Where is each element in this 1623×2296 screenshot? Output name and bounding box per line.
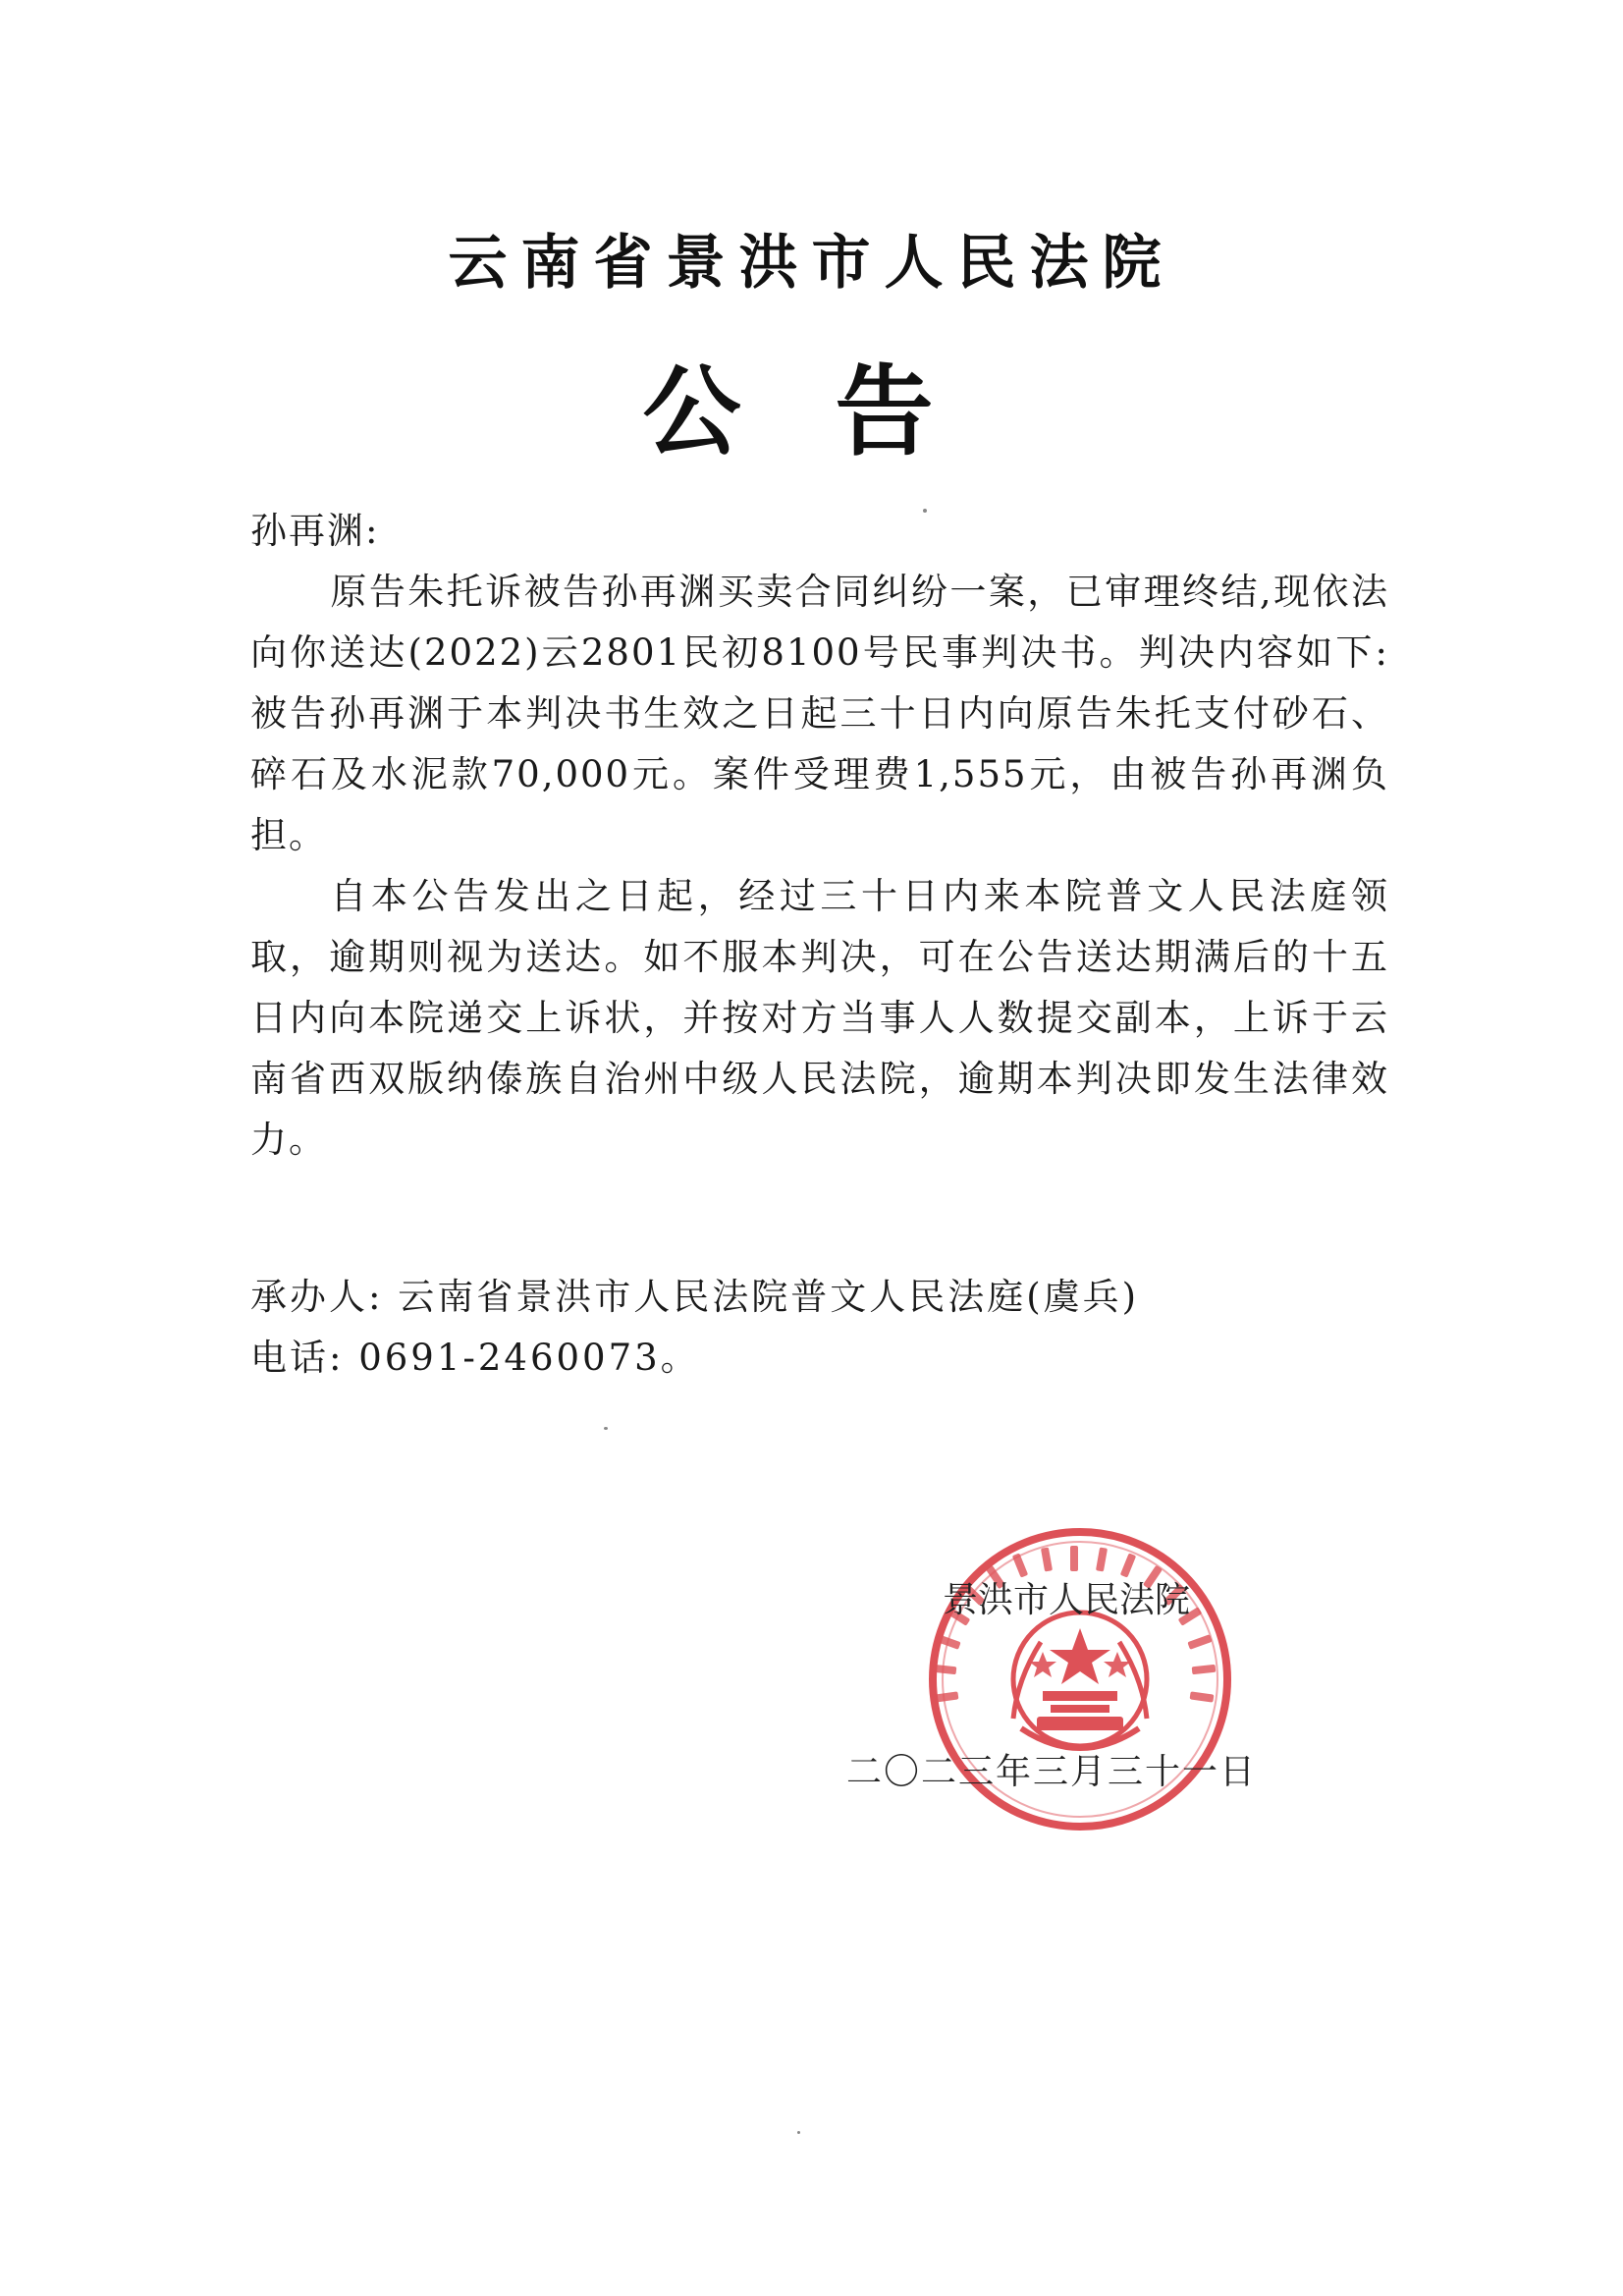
- scan-speck: [797, 2131, 800, 2134]
- appeal-paragraph: 自本公告发出之日起，经过三十日内来本院普文人民法庭领取，逾期则视为送达。如不服本判决，可在公告送达期满后的十五日内向本院递交上诉状，并按对方当事人人数提交副本，上诉于云南省西双版纳傣族自治州中级人民法院，逾期本判决即发生法律效力。: [250, 875, 1389, 1161]
- addressee: 孙再渊:: [250, 510, 380, 552]
- notice-body: [250, 501, 1389, 1171]
- phone-line: 电话: 0691-2460073。: [250, 1337, 700, 1379]
- scan-speck: [923, 509, 927, 513]
- court-name-heading: 云南省景洪市人民法院: [448, 229, 1175, 298]
- issue-date: 二〇二三年三月三十一日: [846, 1752, 1258, 1792]
- contact-block: [250, 1267, 1429, 1389]
- handler-line: 承办人: 云南省景洪市人民法院普文人民法庭(虞兵): [250, 1276, 1140, 1318]
- document-title: 公告: [642, 355, 1028, 469]
- judgment-paragraph: 原告朱托诉被告孙再渊买卖合同纠纷一案，已审理终结,现依法向你送达(2022)云2801民初8100号民事判决书。判决内容如下:被告孙再渊于本判决书生效之日起三十日内向原告朱托支付砂石、碎石及水泥款70,000元。案件受理费1,555元，由被告孙再渊负担。: [250, 571, 1389, 856]
- issuer-signature: 景洪市人民法院: [943, 1580, 1191, 1620]
- scan-speck: [604, 1427, 608, 1430]
